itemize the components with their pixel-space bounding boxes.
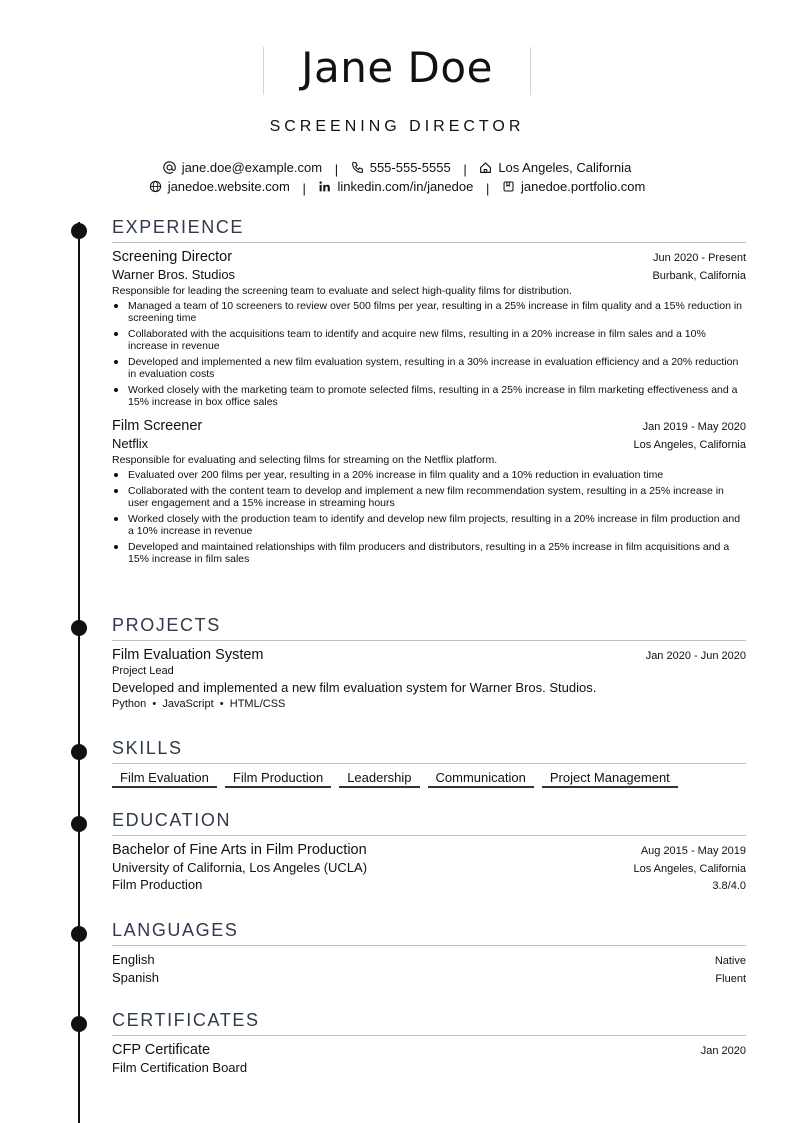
field-of-study: Film Production (112, 877, 203, 892)
languages-section (112, 918, 746, 985)
phone-icon (351, 161, 364, 174)
language-level: Native (714, 955, 746, 967)
job-title: SCREENING DIRECTOR (269, 118, 525, 135)
name-frame (263, 43, 531, 95)
degree: Bachelor of Fine Arts in Film Production (112, 842, 367, 858)
timeline-dot (71, 926, 87, 942)
bullet-item: Collaborated with the content team to develop and implement a new film recommendation system, resulting in a 25% increase in user engagement and a 15% increase in streaming hours (112, 485, 746, 509)
job-company: Netflix (112, 436, 149, 451)
separator: | (485, 181, 490, 196)
project-name: Film Evaluation System (112, 647, 264, 663)
section-title: PROJECTS (112, 615, 221, 635)
school: University of California, Los Angeles (UCLA) (112, 860, 368, 875)
timeline-dot (71, 744, 87, 760)
portfolio-text: janedoe.portfolio.com (520, 179, 646, 194)
bullet-item: Worked closely with the production team to identify and develop new film projects, resulting in a 20% increase in film production and a 10% increase in revenue (112, 513, 746, 537)
job-summary: Responsible for evaluating and selecting films for streaming on the Netflix platform. (112, 454, 498, 466)
certificates-section (112, 1008, 746, 1075)
globe-icon (149, 180, 162, 193)
skill-tag: Project Management (542, 770, 678, 788)
job-location: Los Angeles, California (633, 439, 746, 451)
section-divider (112, 763, 746, 764)
education-location: Los Angeles, California (633, 863, 746, 875)
certificate-date: Jan 2020 (700, 1045, 746, 1057)
section-title: SKILLS (112, 738, 183, 758)
skill-tag: Film Evaluation (112, 770, 217, 788)
timeline-dot (71, 816, 87, 832)
section-title: CERTIFICATES (112, 1010, 260, 1030)
contact-row-1 (0, 160, 794, 177)
job-role: Screening Director (112, 249, 233, 265)
skills-section (112, 736, 746, 788)
portfolio-icon (502, 180, 515, 193)
linkedin-item[interactable] (318, 179, 473, 194)
separator: | (463, 162, 467, 177)
gpa: 3.8/4.0 (712, 880, 746, 892)
job-dates: Jan 2019 - May 2020 (642, 421, 746, 433)
job-role: Film Screener (112, 418, 203, 434)
candidate-name: Jane Doe (301, 43, 493, 92)
project-dates: Jan 2020 - Jun 2020 (645, 650, 746, 662)
skill-tag: Leadership (339, 770, 419, 788)
phone-text: 555-555-5555 (369, 160, 451, 175)
email-text: jane.doe@example.com (181, 160, 323, 175)
bullet-item: Managed a team of 10 screeners to review over 500 films per year, resulting in a 25% increase in film quality and a 15% reduction in screening time (112, 300, 746, 324)
skill-tag: Communication (428, 770, 534, 788)
projects-section (112, 613, 746, 710)
language-name: Spanish (112, 970, 159, 985)
job-company: Warner Bros. Studios (112, 267, 236, 282)
linkedin-icon (318, 180, 331, 193)
education-section (112, 808, 746, 892)
project-role: Project Lead (112, 665, 174, 677)
skill-tag: Film Production (225, 770, 331, 788)
section-divider (112, 1035, 746, 1036)
website-item[interactable] (149, 179, 290, 194)
home-icon (479, 161, 492, 174)
experience-section (112, 215, 746, 569)
job-bullets (112, 300, 746, 408)
job-bullets (112, 469, 746, 565)
bullet-item: Evaluated over 200 films per year, resulting in a 20% increase in film quality and a 10% reduction in evaluation time (112, 469, 746, 481)
bullet-item: Worked closely with the marketing team to promote selected films, resulting in a 25% increase in film marketing effectiveness and a 15% increase in box office sales (112, 384, 746, 408)
job-summary: Responsible for leading the screening team to evaluate and select high-quality films for distribution. (112, 285, 572, 297)
certificate-name: CFP Certificate (112, 1042, 211, 1058)
language-name: English (112, 952, 155, 967)
timeline-dot (71, 1016, 87, 1032)
bullet-item: Developed and implemented a new film evaluation system, resulting in a 30% increase in evaluation efficiency and a 20% reduction in evaluation costs (112, 356, 746, 380)
section-divider (112, 242, 746, 243)
certificate-issuer: Film Certification Board (112, 1060, 248, 1075)
website-text: janedoe.website.com (167, 179, 290, 194)
location-text: Los Angeles, California (498, 160, 632, 175)
job-dates: Jun 2020 - Present (653, 252, 746, 264)
education-dates: Aug 2015 - May 2019 (640, 845, 746, 857)
section-title: EXPERIENCE (112, 217, 245, 237)
section-divider (112, 835, 746, 836)
contact-row-2 (0, 179, 794, 196)
timeline-dot (71, 223, 87, 239)
section-title: EDUCATION (112, 810, 232, 830)
bullet-item: Collaborated with the acquisitions team to identify and acquire new films, resulting in a 20% increase in film sales and a 10% increase in revenue (112, 328, 746, 352)
experience-entry (112, 418, 746, 565)
separator: | (334, 162, 339, 177)
language-level: Fluent (715, 973, 746, 985)
section-title: LANGUAGES (112, 920, 239, 940)
job-location: Burbank, California (652, 270, 746, 282)
separator: | (302, 181, 306, 196)
linkedin-text: linkedin.com/in/janedoe (337, 179, 474, 194)
bullet-item: Developed and maintained relationships with film producers and distributors, resulting in a 25% increase in film acquisitions and a 15% increase in film sales (112, 541, 746, 565)
at-icon (163, 161, 176, 174)
phone-item[interactable] (351, 160, 451, 175)
location-item (479, 160, 631, 175)
email-item[interactable] (163, 160, 322, 175)
project-tech: Python • JavaScript • HTML/CSS (112, 698, 286, 710)
experience-entry (112, 249, 746, 408)
timeline-line (78, 222, 80, 1123)
timeline-dot (71, 620, 87, 636)
section-divider (112, 945, 746, 946)
portfolio-item[interactable] (502, 179, 645, 194)
skills-list (112, 770, 746, 788)
project-description: Developed and implemented a new film evaluation system for Warner Bros. Studios. (112, 680, 597, 695)
section-divider (112, 640, 746, 641)
